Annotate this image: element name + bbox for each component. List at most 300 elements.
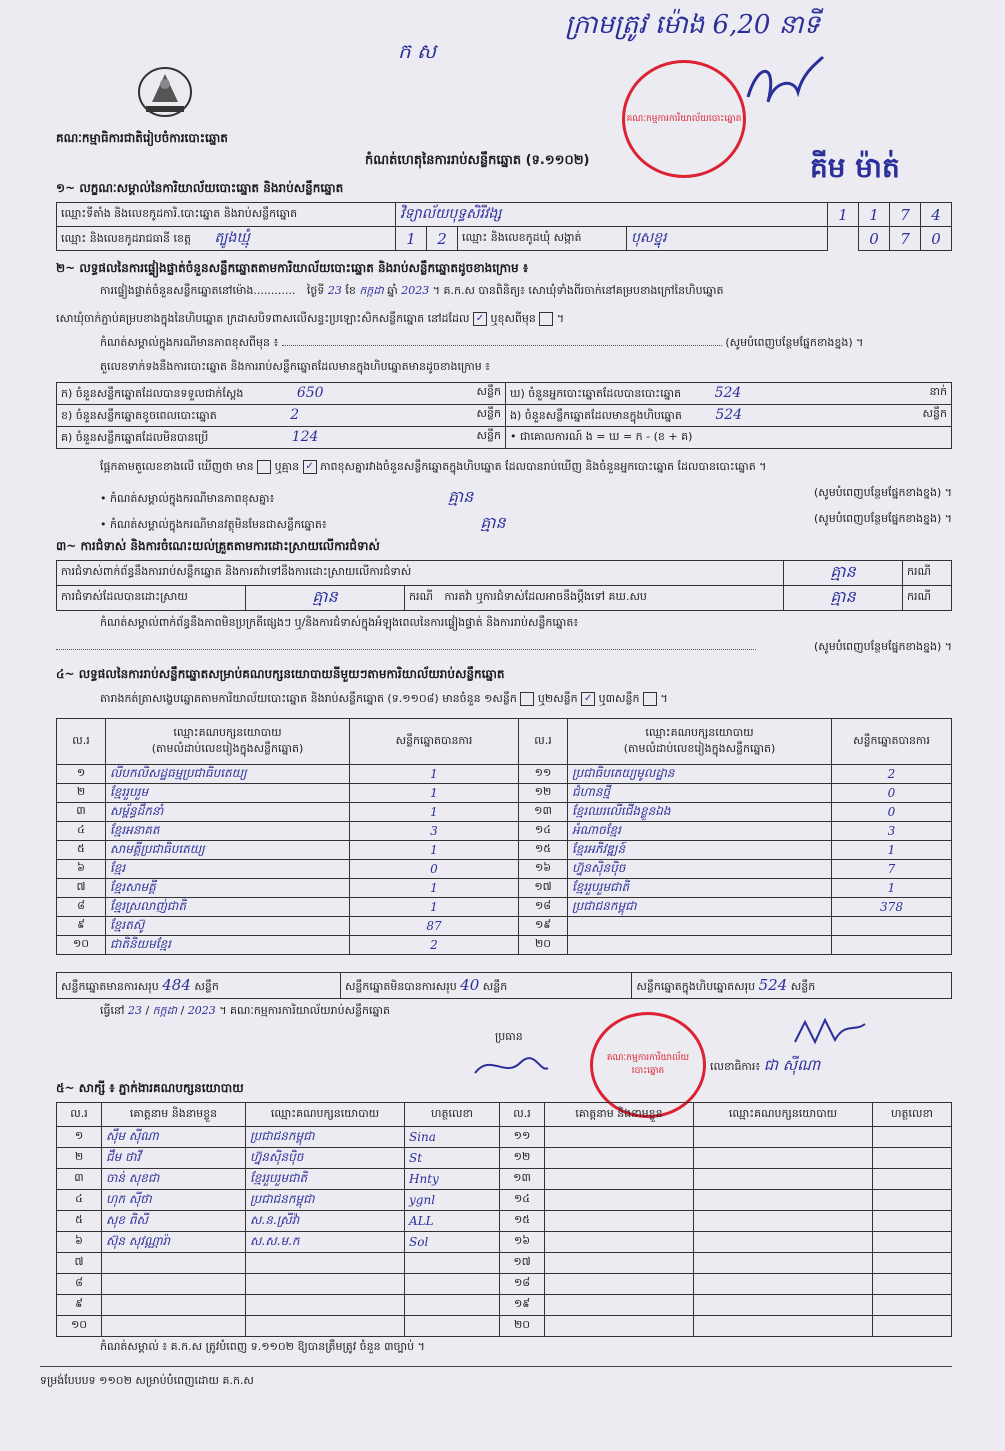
results-party: ជាតិនិយមខ្មែរ bbox=[106, 936, 350, 955]
resolved-unit: ករណី bbox=[409, 590, 433, 603]
witness-name bbox=[102, 1253, 246, 1274]
results-no: ១ bbox=[57, 765, 106, 784]
results-party: សាមគ្គីប្រជាធិបតេយ្យ bbox=[106, 841, 350, 860]
results-row bbox=[57, 803, 952, 822]
verification-line-2: សោឃុំចាក់ភ្ជាប់គម្របខាងក្នុងនៃហិបឆ្នោត ក្រដាសបិទពាសលើសន្ទះប្រឡោះសិកសន្លឹកឆ្នោត នៅដដែល ✓ ឬខុសពីមុន ។ bbox=[56, 312, 565, 325]
witness-signature bbox=[873, 1190, 952, 1211]
results-votes: 0 bbox=[832, 803, 952, 822]
results-no: ៦ bbox=[57, 860, 106, 879]
results-party-title: ឈ្មោះគណបក្សនយោបាយ bbox=[173, 725, 282, 739]
province-code-1: 1 bbox=[396, 227, 427, 251]
witness-name bbox=[545, 1211, 694, 1232]
witness-party bbox=[694, 1148, 873, 1169]
compare-text: ភាពខុសគ្នារវាងចំនួនសន្លឹកឆ្នោតក្នុងហិបឆ្នោត ដែលបានរាប់ឃើញ និងចំនួនអ្នកបោះឆ្នោត ដែលបានបោះឆ្នោត ។ bbox=[320, 460, 767, 473]
signature-name: គីម ម៉ាត់ bbox=[810, 151, 900, 184]
witness-signature bbox=[873, 1169, 952, 1190]
witness-sign-header: ហត្ថលេខា bbox=[405, 1103, 500, 1127]
province-code-2: 2 bbox=[427, 227, 458, 251]
bullet-difference-hint: (សូមបំពេញបន្ថែមផ្នែកខាងខ្នង) ។ bbox=[813, 486, 952, 499]
date-tail: ។ គណៈកម្មការការិយាល័យរាប់សន្លឹកឆ្នោត bbox=[219, 1004, 390, 1017]
witness-party-header-2: ឈ្មោះគណបក្សនយោបាយ bbox=[694, 1103, 873, 1127]
total-valid-value: 484 bbox=[162, 975, 191, 994]
witness-signature: ALL bbox=[405, 1211, 500, 1232]
witness-party bbox=[694, 1316, 873, 1337]
count-table bbox=[56, 382, 952, 449]
witness-party bbox=[694, 1253, 873, 1274]
year-label: ឆ្នាំ bbox=[387, 284, 398, 297]
witness-row bbox=[57, 1274, 952, 1295]
corner-mark: ក ស bbox=[398, 39, 437, 63]
spoiled-value: 2 bbox=[290, 406, 300, 423]
results-row bbox=[57, 917, 952, 936]
witness-name bbox=[102, 1295, 246, 1316]
compare-label: ផ្អែកតាមតួលេខខាងលើ ឃើញថា មាន bbox=[100, 460, 254, 473]
results-votes: 0 bbox=[832, 784, 952, 803]
irregularity-note: កំណត់សម្គាល់ពាក់ព័ន្ធនឹងភាពមិនប្រក្រតីផ្សេងៗ ឬ/និងការជំទាស់ក្នុងអំឡុងពេលនៃការផ្ទៀងផ្ទាត់ និងការរាប់សន្លឹកឆ្នោត៖ bbox=[100, 616, 579, 629]
objection-table bbox=[56, 560, 952, 611]
results-votes: 1 bbox=[832, 841, 952, 860]
results-no: ១៩ bbox=[519, 917, 568, 936]
location-value: វិទ្យាល័យបុទ្ធសិរីវង្ស bbox=[396, 203, 828, 227]
witness-row bbox=[57, 1232, 952, 1253]
date-line: ធ្វើនៅ 23 / កក្កដា / 2023 ។ គណៈកម្មការការិយាល័យរាប់សន្លឹកឆ្នោត bbox=[100, 1004, 390, 1017]
witness-no: ១ bbox=[57, 1127, 102, 1148]
bullet-foreign-hint: (សូមបំពេញបន្ថែមផ្នែកខាងខ្នង) ។ bbox=[813, 512, 952, 525]
total-box-cell bbox=[632, 973, 952, 999]
tally-intro: តារាងកត់ត្រាសង្ខេបឆ្នោតតាមការិយាល័យបោះឆ្នោត និងរាប់សន្លឹកឆ្នោត (ទ.១១០៨) មានចំនួន ១សន្លឹក bbox=[100, 692, 517, 705]
total-valid-label: សន្លឹកឆ្នោតមានការសរុប bbox=[61, 979, 159, 993]
secretary-line bbox=[710, 1056, 820, 1078]
voters-unit: នាក់ bbox=[929, 384, 947, 398]
witness-no: ៤ bbox=[57, 1190, 102, 1211]
witness-row bbox=[57, 1253, 952, 1274]
commune-code-1: 0 bbox=[859, 227, 890, 251]
results-party: ហ្វ៊ុនស៊ិនប៉ិច bbox=[568, 860, 832, 879]
witness-no: ៣ bbox=[57, 1169, 102, 1190]
has-difference-checkbox[interactable] bbox=[257, 460, 271, 474]
secretary-signature bbox=[790, 1012, 870, 1052]
witness-signature: Sol bbox=[405, 1232, 500, 1253]
results-votes bbox=[832, 917, 952, 936]
day-value: 23 bbox=[327, 284, 342, 297]
count-intro: តួលេខទាក់ទងនឹងការបោះឆ្នោត និងការរាប់សន្លឹកឆ្នោតដែលមានក្នុងហិបឆ្នោតមានដូចខាងក្រោម ៖ bbox=[100, 360, 491, 373]
results-party-header-2 bbox=[568, 719, 832, 765]
witness-row bbox=[57, 1316, 952, 1337]
witness-no: ៦ bbox=[57, 1232, 102, 1253]
results-votes: 7 bbox=[832, 860, 952, 879]
witness-party: ខ្មែររួបរួមជាតិ bbox=[246, 1169, 405, 1190]
appeal-label: ការតវ៉ា ឬការជំទាស់ដែលអាចនឹងប្តឹងទៅ គឃ.សប bbox=[444, 590, 647, 603]
section5-heading: ៥~ សាក្សី ៖ ភ្នាក់ងារគណបក្សនយោបាយ bbox=[56, 1081, 244, 1095]
witness-name-header: គោត្តនាម និងនាមខ្លួន bbox=[102, 1103, 246, 1127]
date-day: 23 bbox=[127, 1004, 142, 1017]
results-row bbox=[57, 898, 952, 917]
witness-signature: St bbox=[405, 1148, 500, 1169]
formula: • ជាគោលការណ៍ ង = ឃ = ក - (ខ + គ) bbox=[506, 427, 952, 449]
witness-party bbox=[694, 1127, 873, 1148]
witness-signature bbox=[405, 1253, 500, 1274]
results-votes: 87 bbox=[350, 917, 519, 936]
appeal-unit: ករណី bbox=[903, 586, 952, 611]
witness-name: ហុក ស៊ីថា bbox=[102, 1190, 246, 1211]
location-code-2: 1 bbox=[859, 203, 890, 227]
witness-sign-header-2: ហត្ថលេខា bbox=[873, 1103, 952, 1127]
results-party: ខ្មែររួបរួម bbox=[106, 784, 350, 803]
results-party-sub: (តាមលំដាប់លេខរៀងក្នុងសន្លឹកឆ្នោត) bbox=[151, 741, 304, 755]
different-label: ឬខុសពីមុន bbox=[490, 312, 536, 325]
bullet-foreign-object bbox=[100, 512, 952, 536]
results-party-title-2: ឈ្មោះគណបក្សនយោបាយ bbox=[645, 725, 754, 739]
form-title: កំណត់ហេតុនៃការរាប់សន្លឹកឆ្នោត (ទ.១១០២) bbox=[365, 153, 590, 168]
results-no: ៨ bbox=[57, 898, 106, 917]
stamp-bottom-text: គណៈកម្មការការិយាល័យបោះឆ្នោត bbox=[606, 1053, 690, 1076]
committee-name: គណៈកម្មាធិការជាតិរៀបចំការបោះឆ្នោត bbox=[56, 131, 228, 145]
results-party: ខ្មែរអនាគត bbox=[106, 822, 350, 841]
year-value: 2023 bbox=[401, 284, 430, 297]
witness-no: ១៨ bbox=[500, 1274, 545, 1295]
witness-signature bbox=[405, 1295, 500, 1316]
results-no: ៩ bbox=[57, 917, 106, 936]
president-signature bbox=[470, 1048, 550, 1084]
one-sheet-checkbox[interactable] bbox=[520, 692, 534, 706]
results-row bbox=[57, 784, 952, 803]
compare-line bbox=[100, 460, 952, 476]
witness-no-header: ល.រ bbox=[57, 1103, 102, 1127]
witness-name bbox=[545, 1127, 694, 1148]
location-code-1: 1 bbox=[828, 203, 859, 227]
section4-heading: ៤~ លទ្ធផលនៃការរាប់សន្លឹកឆ្នោតសម្រាប់គណបក្សនយោបាយនីមួយៗតាមការិយាល័យរាប់សន្លឹកឆ្នោត bbox=[56, 667, 505, 681]
resolved-value: គ្មាន bbox=[246, 586, 405, 611]
witness-party bbox=[694, 1169, 873, 1190]
witness-signature bbox=[873, 1127, 952, 1148]
witness-no: ១១ bbox=[500, 1127, 545, 1148]
results-party-header bbox=[106, 719, 350, 765]
province-cell bbox=[57, 227, 396, 251]
box-ballots-label: ង) ចំនួនសន្លឹកឆ្នោតដែលមានក្នុងហិបឆ្នោត bbox=[510, 408, 682, 422]
witness-no: ១២ bbox=[500, 1148, 545, 1169]
witness-no: ១៩ bbox=[500, 1295, 545, 1316]
section3-heading: ៣~ ការជំទាស់ និងការចំណេះយល់គ្រួតតាមការដោះស្រាយលើការជំទាស់ bbox=[56, 539, 380, 553]
results-row bbox=[57, 936, 952, 955]
witness-name: ស៊ឹម ស៊ីណា bbox=[102, 1127, 246, 1148]
results-no: ១៦ bbox=[519, 860, 568, 879]
location-code-4: 4 bbox=[921, 203, 952, 227]
witness-name bbox=[545, 1295, 694, 1316]
witness-party bbox=[246, 1295, 405, 1316]
witness-party: ស.ស.ម.ក bbox=[246, 1232, 405, 1253]
witness-name: ចាន់ សុខជា bbox=[102, 1169, 246, 1190]
witness-signature bbox=[405, 1274, 500, 1295]
two-sheet-checkbox[interactable]: ✓ bbox=[581, 692, 595, 706]
unused-unit: សន្លឹក bbox=[476, 428, 501, 442]
witness-name bbox=[545, 1190, 694, 1211]
date-year: 2023 bbox=[187, 1004, 216, 1017]
results-party: ខ្មែរអភិវឌ្ឍន៍ bbox=[568, 841, 832, 860]
no-difference-label: ឬគ្មាន bbox=[274, 460, 300, 473]
results-party: ប្រជាធិបតេយ្យមូលដ្ឋាន bbox=[568, 765, 832, 784]
spoiled-unit: សន្លឹក bbox=[476, 406, 501, 420]
results-row bbox=[57, 822, 952, 841]
official-stamp-top bbox=[622, 60, 746, 178]
verification-line-1 bbox=[100, 284, 724, 300]
bullet-foreign-label: • កំណត់សម្គាល់ក្នុងករណីមានវត្ថុមិនមែនជាសន្លឹកឆ្នោត៖ bbox=[100, 518, 327, 531]
witness-signature bbox=[873, 1295, 952, 1316]
witness-row bbox=[57, 1169, 952, 1190]
results-no-header-2: ល.រ bbox=[519, 719, 568, 765]
results-no: ១១ bbox=[519, 765, 568, 784]
results-votes bbox=[832, 936, 952, 955]
province-label: ឈ្មោះ និងលេខកូដរាជធានី ខេត្ត bbox=[61, 232, 191, 245]
witness-party-header: ឈ្មោះគណបក្សនយោបាយ bbox=[246, 1103, 405, 1127]
witness-party bbox=[694, 1232, 873, 1253]
witness-signature: Hnty bbox=[405, 1169, 500, 1190]
province-value: ត្បូងឃ្មុំ bbox=[214, 230, 250, 246]
witness-party bbox=[694, 1295, 873, 1316]
results-votes: 2 bbox=[832, 765, 952, 784]
results-no: ២ bbox=[57, 784, 106, 803]
witness-signature: ygnl bbox=[405, 1190, 500, 1211]
secretary-label: លេខាធិការ៖ bbox=[710, 1060, 761, 1073]
results-no: ២០ bbox=[519, 936, 568, 955]
witness-no: ១៥ bbox=[500, 1211, 545, 1232]
total-invalid-cell bbox=[340, 973, 631, 999]
results-votes-header-2: សន្លឹកឆ្នោតបានការ bbox=[832, 719, 952, 765]
witness-party bbox=[246, 1253, 405, 1274]
results-no: ១៨ bbox=[519, 898, 568, 917]
totals-table bbox=[56, 972, 952, 999]
results-no: ១៧ bbox=[519, 879, 568, 898]
results-table bbox=[56, 718, 952, 955]
bullet-foreign-value: គ្មាន bbox=[480, 513, 506, 532]
results-no: ១៣ bbox=[519, 803, 568, 822]
form-label: ទម្រង់បែបបទ ១១០២ សម្រាប់បំពេញដោយ គ.ក.ស bbox=[40, 1374, 254, 1387]
results-row bbox=[57, 841, 952, 860]
bullet-difference bbox=[100, 486, 952, 510]
commune-value: បុសខ្នុរ bbox=[627, 227, 828, 251]
witness-table bbox=[56, 1102, 952, 1337]
results-no: ១៥ bbox=[519, 841, 568, 860]
witness-name: សុខ ពិសី bbox=[102, 1211, 246, 1232]
footnote: កំណត់សម្គាល់ ៖ គ.ក.ស ត្រូវបំពេញ ទ.១១០២ ឱ្យបានត្រឹមត្រូវ ចំនួន ៣ច្បាប់ ។ bbox=[100, 1340, 425, 1353]
objection-row1-label: ការជំទាស់ពាក់ព័ន្ធនឹងការរាប់សន្លឹកឆ្នោត និងការតវ៉ាទៅនឹងការដោះស្រាយលើការជំទាស់ bbox=[57, 561, 784, 586]
unused-value: 124 bbox=[291, 428, 319, 445]
location-label: ឈ្មោះទីតាំង និងលេខកូដការិ.បោះឆ្នោត និងរាប់សន្លឹកឆ្នោត bbox=[57, 203, 396, 227]
witness-signature bbox=[873, 1211, 952, 1232]
different-checkbox[interactable] bbox=[539, 312, 553, 326]
witness-no: ១០ bbox=[57, 1316, 102, 1337]
witness-party: ស.ន.ស្រីវ៉ា bbox=[246, 1211, 405, 1232]
seal-text: សោឃុំចាក់ភ្ជាប់គម្របខាងក្នុងនៃហិបឆ្នោត ក្រដាសបិទពាសលើសន្ទះប្រឡោះសិកសន្លឹកឆ្នោត នៅដដែល bbox=[56, 312, 470, 325]
appeal-value: គ្មាន bbox=[784, 586, 903, 611]
results-votes: 3 bbox=[350, 822, 519, 841]
results-votes: 2 bbox=[350, 936, 519, 955]
two-sheet-label: ឬ២សន្លឹក bbox=[537, 692, 578, 705]
appeal-cell bbox=[405, 586, 784, 611]
witness-row bbox=[57, 1211, 952, 1232]
results-votes: 0 bbox=[350, 860, 519, 879]
witness-no: ១៣ bbox=[500, 1169, 545, 1190]
witness-name bbox=[545, 1169, 694, 1190]
witness-name bbox=[102, 1274, 246, 1295]
total-invalid-value: 40 bbox=[460, 975, 480, 994]
witness-name: ស៊ុន សុវណ្ណារ៉ា bbox=[102, 1232, 246, 1253]
stamp-text: គណៈកម្មការការិយាល័យបោះឆ្នោត bbox=[626, 113, 742, 124]
witness-signature bbox=[873, 1274, 952, 1295]
results-votes: 1 bbox=[832, 879, 952, 898]
no-difference-checkbox[interactable]: ✓ bbox=[303, 460, 317, 474]
witness-signature bbox=[873, 1232, 952, 1253]
witness-no: ១៦ bbox=[500, 1232, 545, 1253]
witness-name: ជឹម ថាវី bbox=[102, 1148, 246, 1169]
witness-party bbox=[694, 1274, 873, 1295]
commune-code-3: 0 bbox=[921, 227, 952, 251]
results-no: ៥ bbox=[57, 841, 106, 860]
voters-value: 524 bbox=[714, 384, 742, 401]
day-label: ថ្ងៃទី bbox=[306, 284, 325, 297]
witness-no: ១៤ bbox=[500, 1190, 545, 1211]
witness-signature: Sina bbox=[405, 1127, 500, 1148]
location-code-3: 7 bbox=[890, 203, 921, 227]
witness-no: ៥ bbox=[57, 1211, 102, 1232]
signature-mark bbox=[738, 52, 828, 122]
irregularity-line bbox=[56, 640, 952, 653]
total-box-label: សន្លឹកឆ្នោតក្នុងហិបឆ្នោតសរុប bbox=[636, 979, 756, 993]
spoiled-label: ខ) ចំនួនសន្លឹកឆ្នោតខូចពេលបោះឆ្នោត bbox=[61, 408, 217, 422]
commune-label: ឈ្មោះ និងលេខកូដឃុំ សង្កាត់ bbox=[458, 227, 627, 251]
total-valid-cell bbox=[57, 973, 341, 999]
witness-no: ១៧ bbox=[500, 1253, 545, 1274]
total-valid-unit: សន្លឹក bbox=[194, 979, 219, 993]
results-row bbox=[57, 860, 952, 879]
witness-name-header-2: គោត្តនាម និងនាមខ្លួន bbox=[545, 1103, 694, 1127]
results-votes: 3 bbox=[832, 822, 952, 841]
witness-name bbox=[545, 1253, 694, 1274]
section2-heading: ២~ លទ្ធផលនៃការផ្ទៀងផ្ទាត់ចំនួនសន្លឹកឆ្នោតតាមការិយាល័យបោះឆ្នោត និងរាប់សន្លឹកឆ្នោតដូចខាងក្រោម ៖ bbox=[56, 261, 529, 275]
results-party: ខ្មែរសាមគ្គី bbox=[106, 879, 350, 898]
tally-sheet-line: តារាងកត់ត្រាសង្ខេបឆ្នោតតាមការិយាល័យបោះឆ្នោត និងរាប់សន្លឹកឆ្នោត (ទ.១១០៨) មានចំនួន ១សន្លឹក ឬ២សន្លឹក ✓ ឬ៣សន្លឹក ។ bbox=[100, 692, 668, 705]
results-votes-header: សន្លឹកឆ្នោតបានការ bbox=[350, 719, 519, 765]
box-ballots-value: 524 bbox=[715, 406, 743, 423]
results-no: ៧ bbox=[57, 879, 106, 898]
results-no: ១៤ bbox=[519, 822, 568, 841]
total-invalid-unit: សន្លឹក bbox=[482, 979, 508, 993]
results-votes: 1 bbox=[350, 898, 519, 917]
results-votes: 1 bbox=[350, 765, 519, 784]
results-votes: 1 bbox=[350, 803, 519, 822]
witness-row bbox=[57, 1127, 952, 1148]
results-party: អំណាចខ្មែរ bbox=[568, 822, 832, 841]
box-ballots-unit: សន្លឹក bbox=[922, 406, 947, 420]
commune-code-2: 7 bbox=[890, 227, 921, 251]
footer-divider bbox=[40, 1366, 952, 1367]
national-emblem bbox=[132, 62, 198, 120]
witness-party bbox=[246, 1274, 405, 1295]
results-no-header: ល.រ bbox=[57, 719, 106, 765]
section1-heading: ១~ លក្ខណៈសម្គាល់នៃការិយាល័យបោះឆ្នោត និងរាប់សន្លឹកឆ្នោត bbox=[56, 181, 344, 195]
month-value: កក្កដា bbox=[359, 284, 384, 297]
witness-row bbox=[57, 1295, 952, 1316]
verification-text: ។ គ.ក.ស បានពិនិត្យ៖ សោឃុំទាំងពីរចាក់នៅគម្របខាងក្រៅនៃហិបឆ្នោត bbox=[432, 284, 724, 297]
difference-note-hint: (សូមបំពេញបន្ថែមផ្នែកខាងខ្នង) ។ bbox=[725, 336, 864, 349]
results-party: ប្រជាជនកម្ពុជា bbox=[568, 898, 832, 917]
witness-signature bbox=[405, 1316, 500, 1337]
resolved-label: ការជំទាស់ដែលបានដោះស្រាយ bbox=[57, 586, 246, 611]
total-invalid-label: សន្លឹកឆ្នោតមិនបានការសរុប bbox=[344, 979, 457, 993]
results-party bbox=[568, 936, 832, 955]
date-label: ធ្វើនៅ bbox=[100, 1004, 125, 1017]
irregularity-dots bbox=[56, 649, 756, 650]
results-party: ខ្មែរតស៊ូ bbox=[106, 917, 350, 936]
results-no: ៣ bbox=[57, 803, 106, 822]
section1-table bbox=[56, 202, 952, 251]
witness-signature bbox=[873, 1316, 952, 1337]
results-votes: 1 bbox=[350, 784, 519, 803]
results-party: ជំហានថ្មី bbox=[568, 784, 832, 803]
received-value: 650 bbox=[296, 384, 324, 401]
three-sheet-checkbox[interactable] bbox=[643, 692, 657, 706]
three-sheet-label: ឬ៣សន្លឹក bbox=[598, 692, 640, 705]
results-row bbox=[57, 765, 952, 784]
results-party bbox=[568, 917, 832, 936]
results-votes: 1 bbox=[350, 841, 519, 860]
witness-party: ហ្វ៊ុនស៊ិនប៉ិច bbox=[246, 1148, 405, 1169]
time-label: ការផ្ទៀងផ្ទាត់ចំនួនសន្លឹកឆ្នោតនៅម៉ោង............ bbox=[100, 284, 296, 297]
total-box-unit: សន្លឹក bbox=[790, 979, 816, 993]
witness-name bbox=[545, 1148, 694, 1169]
top-note: ក្រាមត្រូវ ម៉ោង 6,20 នាទី bbox=[565, 10, 820, 40]
month-label: ខែ bbox=[345, 284, 356, 297]
objection-row1-unit: ករណី bbox=[903, 561, 952, 586]
witness-name bbox=[545, 1232, 694, 1253]
date-month: កក្កដា bbox=[152, 1004, 178, 1017]
secretary-name: ជា ស៊ីណា bbox=[763, 1056, 821, 1074]
same-checkbox[interactable]: ✓ bbox=[473, 312, 487, 326]
witness-no: ៨ bbox=[57, 1274, 102, 1295]
difference-note-line bbox=[282, 345, 722, 346]
results-party: ខ្មែររួបរួមជាតិ bbox=[568, 879, 832, 898]
witness-name bbox=[102, 1316, 246, 1337]
witness-name bbox=[545, 1274, 694, 1295]
results-party: លីបកលិសដ្ឋធម្មប្រជាធិបតេយ្យ bbox=[106, 765, 350, 784]
witness-party: ប្រជាជនកម្ពុជា bbox=[246, 1127, 405, 1148]
results-row bbox=[57, 879, 952, 898]
witness-no: ២ bbox=[57, 1148, 102, 1169]
received-label: ក) ចំនួនសន្លឹកឆ្នោតដែលបានទទួលជាក់ស្តែង bbox=[61, 386, 244, 400]
witness-no: ៧ bbox=[57, 1253, 102, 1274]
results-no: ១០ bbox=[57, 936, 106, 955]
results-votes: 1 bbox=[350, 879, 519, 898]
witness-name bbox=[545, 1316, 694, 1337]
results-party: ខ្មែរស្រលាញ់ជាតិ bbox=[106, 898, 350, 917]
witness-no: ៩ bbox=[57, 1295, 102, 1316]
difference-note-label: កំណត់សម្គាល់ក្នុងករណីមានភាពខុសពីមុន ៖ bbox=[100, 336, 279, 349]
bullet-difference-label: • កំណត់សម្គាល់ក្នុងករណីមានភាពខុសគ្នា៖ bbox=[100, 492, 275, 505]
total-box-value: 524 bbox=[758, 975, 788, 994]
objection-row1-value: គ្មាន bbox=[784, 561, 903, 586]
irregularity-hint: (សូមបំពេញបន្ថែមផ្នែកខាងខ្នង) ។ bbox=[813, 640, 952, 653]
witness-signature bbox=[873, 1253, 952, 1274]
witness-no-header-2: ល.រ bbox=[500, 1103, 545, 1127]
president-label: ប្រធាន bbox=[495, 1030, 523, 1043]
witness-no: ២០ bbox=[500, 1316, 545, 1337]
received-unit: សន្លឹក bbox=[476, 384, 501, 398]
difference-note bbox=[100, 336, 952, 352]
results-votes: 378 bbox=[832, 898, 952, 917]
witness-signature bbox=[873, 1148, 952, 1169]
witness-row bbox=[57, 1190, 952, 1211]
witness-party: ប្រជាជនកម្ពុជា bbox=[246, 1190, 405, 1211]
results-party: ខ្មែរ bbox=[106, 860, 350, 879]
